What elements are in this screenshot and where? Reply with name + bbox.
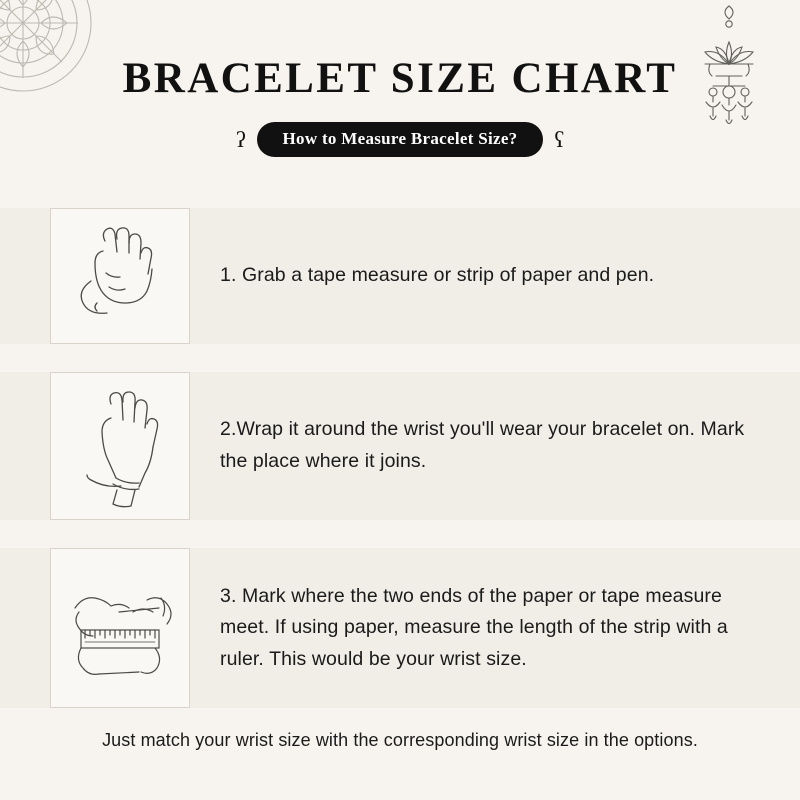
step-3-text: 3. Mark where the two ends of the paper or tape measure meet. If using paper, measure the length of the strip with a ruler. This would be your wrist size. (220, 584, 728, 670)
hands-ruler-measure-icon (57, 568, 183, 688)
list-item (0, 372, 800, 520)
step-2-illustration (50, 372, 190, 520)
steps-list (0, 208, 800, 736)
step-1-text: 1. Grab a tape measure or strip of paper and pen. (220, 264, 655, 287)
subtitle-badge: How to Measure Bracelet Size? (257, 122, 544, 157)
footnote-text: Just match your wrist size with the corresponding wrist size in the options. (102, 730, 698, 750)
hand-fist-tape-icon (61, 217, 179, 335)
flourish-right-icon: ʕ (554, 126, 565, 152)
hand-wrist-wrap-icon (61, 384, 179, 508)
subtitle-row (0, 122, 800, 157)
page-title: BRACELET SIZE CHART (122, 55, 678, 102)
list-item (0, 208, 800, 344)
step-3-illustration (50, 548, 190, 708)
list-item (0, 548, 800, 708)
flourish-left-icon: ʕ (235, 126, 246, 152)
step-2-text: 2.Wrap it around the wrist you'll wear your bracelet on. Mark the place where it joins. (220, 418, 745, 472)
step-1-illustration (50, 208, 190, 344)
